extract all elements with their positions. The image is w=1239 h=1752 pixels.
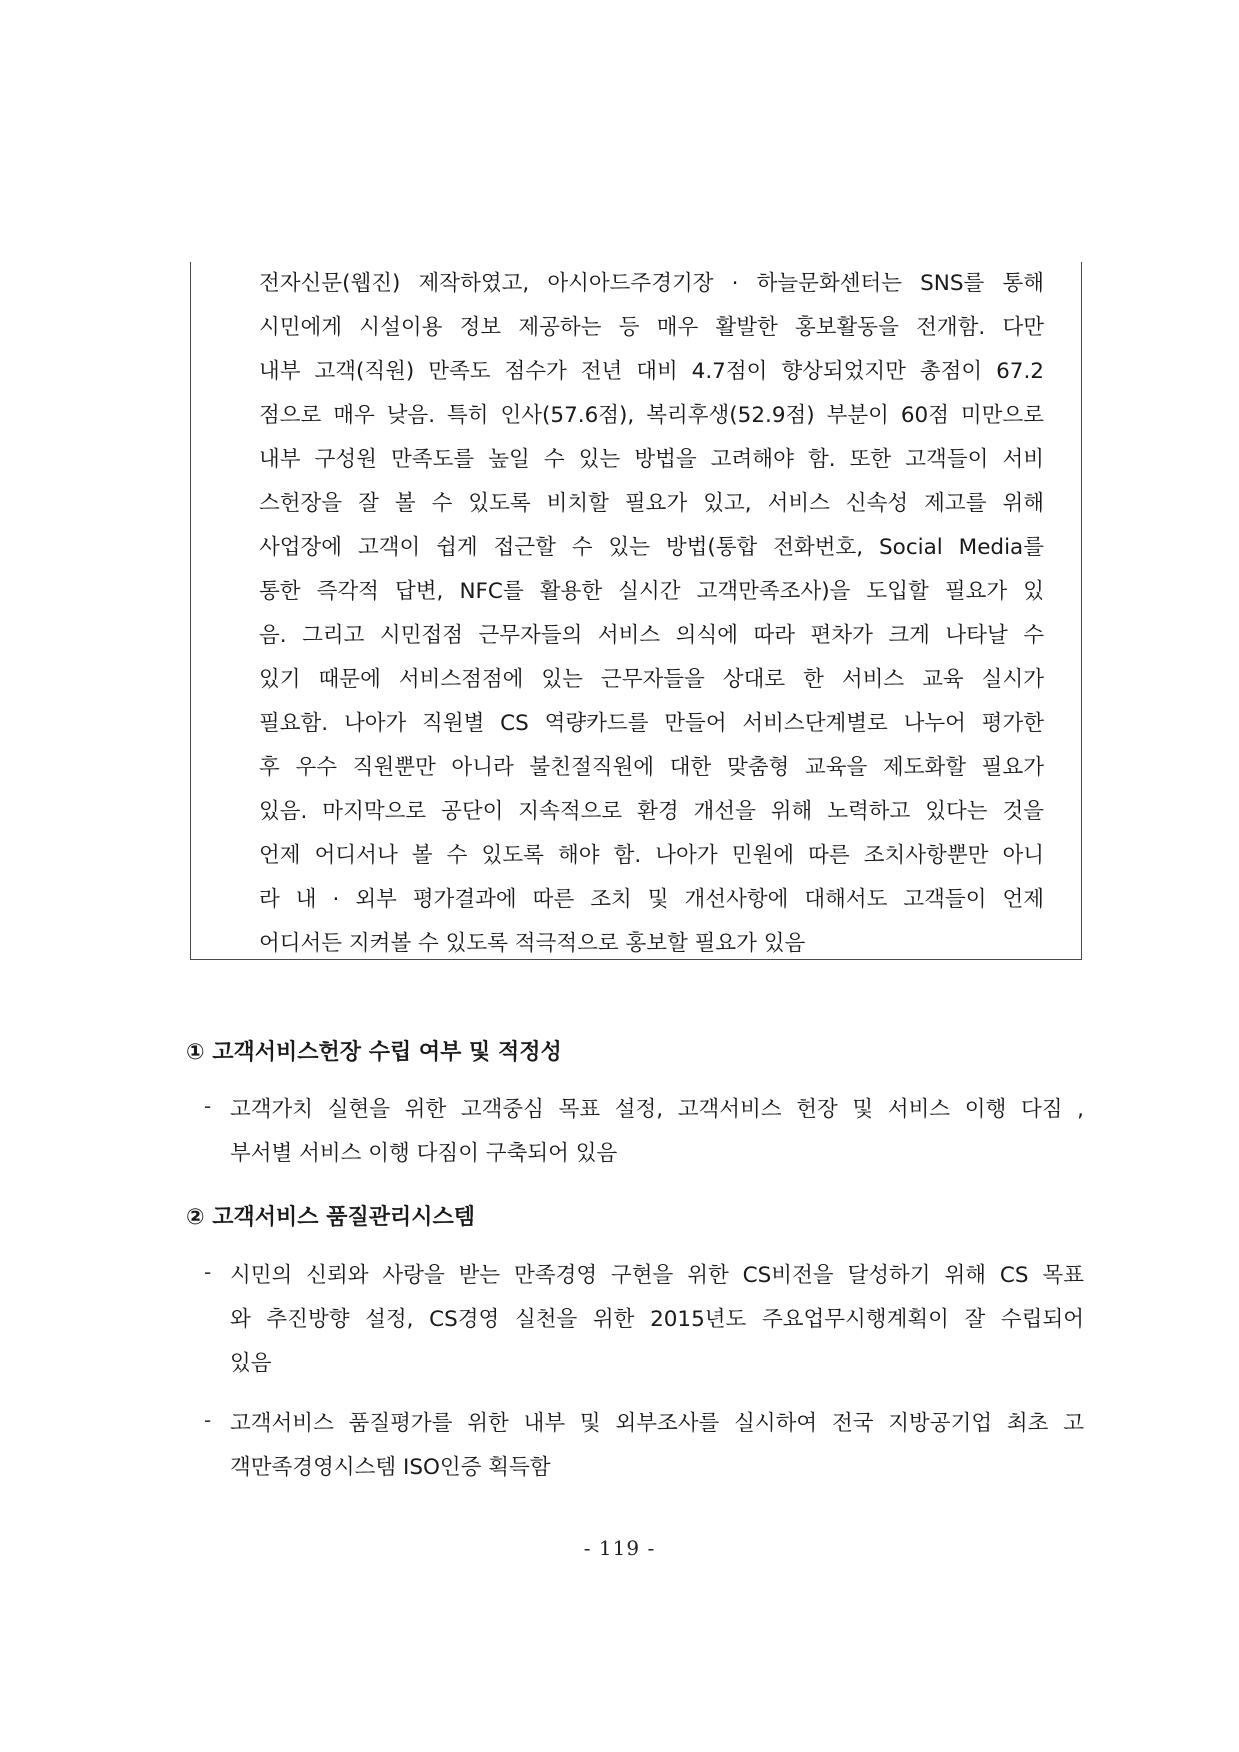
summary-line: 음. 그리고 시민접점 근무자들의 서비스 의식에 따라 편차가 크게 나타날 수 (259, 623, 1044, 648)
bullet-line (204, 1088, 1084, 1132)
summary-line: 있음. 마지막으로 공단이 지속적으로 환경 개선을 위해 노력하고 있다는 것을 (259, 799, 1044, 824)
bullet-line (204, 1342, 1084, 1386)
bullet-text: 객만족경영시스템 ISO인증 획득함 (230, 1455, 551, 1480)
summary-line: 전자신문(웹진) 제작하였고, 아시아드주경기장 · 하늘문화센터는 SNS를 통해 (259, 271, 1044, 296)
summary-line: 통한 즉각적 답변, NFC를 활용한 실시간 고객만족조사)을 도입할 필요가 있 (259, 579, 1044, 604)
summary-text (259, 262, 1044, 966)
bullet-line (204, 1402, 1084, 1446)
section-heading-quality: ② 고객서비스 품질관리시스템 (186, 1205, 475, 1230)
summary-line: 필요함. 나아가 직원별 CS 역량카드를 만들어 서비스단계별로 나누어 평가한 (259, 711, 1044, 736)
bullet-item (204, 1402, 1084, 1490)
bullet-line (204, 1254, 1084, 1298)
bullet-text: 부서별 서비스 이행 다짐이 구축되어 있음 (230, 1141, 618, 1166)
bullet-line (204, 1132, 1084, 1176)
dash-marker: - (204, 1408, 212, 1432)
bullet-line (204, 1446, 1084, 1490)
dash-marker: - (204, 1260, 212, 1284)
summary-line: 후 우수 직원뿐만 아니라 불친절직원에 대한 맞춤형 교육을 제도화할 필요가 (259, 755, 1044, 780)
page-number: - 119 - (583, 1536, 656, 1560)
bullet-text: 고객가치 실현을 위한 고객중심 목표 설정, 고객서비스 헌장 및 서비스 이행 다짐 , (230, 1097, 1084, 1122)
summary-line: 언제 어디서나 볼 수 있도록 해야 함. 나아가 민원에 따른 조치사항뿐만 아니 (259, 843, 1044, 868)
summary-line: 내부 고객(직원) 만족도 점수가 전년 대비 4.7점이 향상되었지만 총점이 67.2 (259, 359, 1044, 384)
section-heading-charter: ① 고객서비스헌장 수립 여부 및 적정성 (186, 1040, 562, 1065)
bullet-text: 있음 (230, 1351, 272, 1376)
summary-line: 라 내 · 외부 평가결과에 따른 조치 및 개선사항에 대해서도 고객들이 언제 (259, 887, 1044, 912)
summary-line: 어디서든 지켜볼 수 있도록 적극적으로 홍보할 필요가 있음 (259, 931, 806, 956)
bullet-line (204, 1298, 1084, 1342)
dash-marker: - (204, 1094, 212, 1118)
summary-box (190, 262, 1082, 960)
bullet-text: 와 추진방향 설정, CS경영 실천을 위한 2015년도 주요업무시행계획이 잘 수립되어 (230, 1307, 1084, 1332)
summary-line: 점으로 매우 낮음. 특히 인사(57.6점), 복리후생(52.9점) 부분이 60점 미만으로 (259, 403, 1044, 428)
summary-line: 내부 구성원 만족도를 높일 수 있는 방법을 고려해야 함. 또한 고객들이 서비 (259, 447, 1044, 472)
summary-line: 스헌장을 잘 볼 수 있도록 비치할 필요가 있고, 서비스 신속성 제고를 위해 (259, 491, 1044, 516)
bullet-text: 고객서비스 품질평가를 위한 내부 및 외부조사를 실시하여 전국 지방공기업 최초 고 (230, 1411, 1084, 1436)
summary-line: 있기 때문에 서비스점점에 있는 근무자들을 상대로 한 서비스 교육 실시가 (259, 667, 1044, 692)
summary-line: 사업장에 고객이 쉽게 접근할 수 있는 방법(통합 전화번호, Social Media를 (259, 535, 1044, 560)
bullet-text: 시민의 신뢰와 사랑을 받는 만족경영 구현을 위한 CS비전을 달성하기 위해 CS 목표 (230, 1263, 1084, 1288)
bullet-item (204, 1254, 1084, 1386)
summary-line: 시민에게 시설이용 정보 제공하는 등 매우 활발한 홍보활동을 전개함. 다만 (259, 315, 1044, 340)
bullet-item (204, 1088, 1084, 1176)
